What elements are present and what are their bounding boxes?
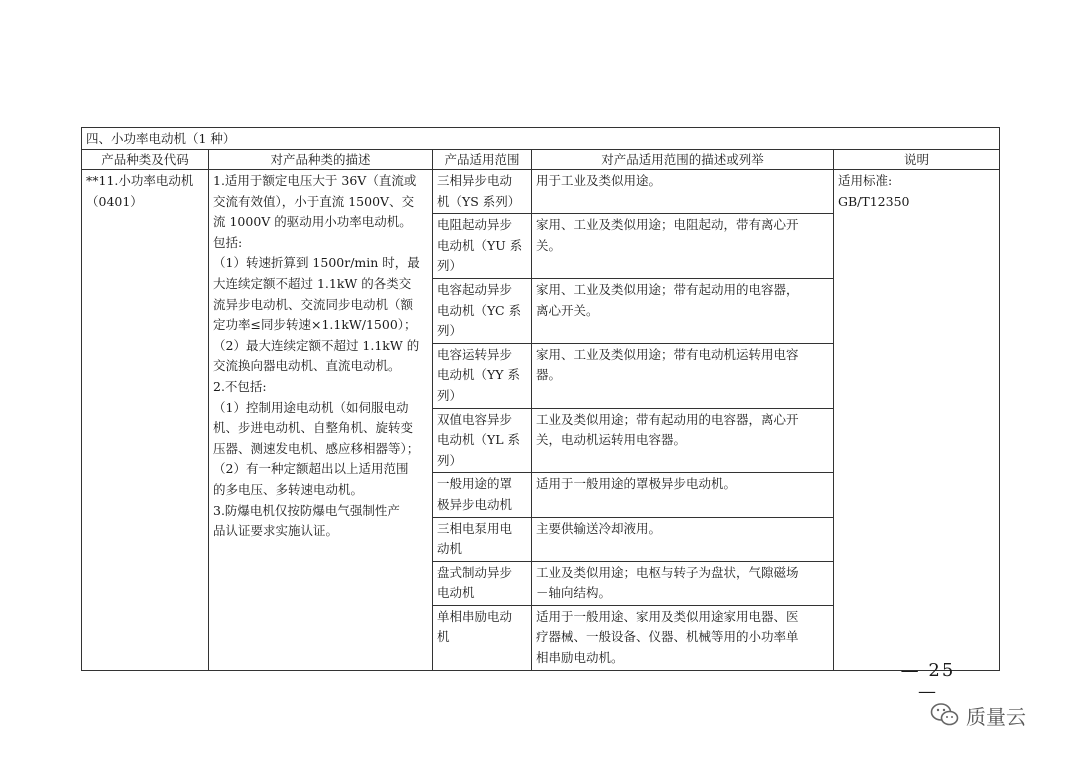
- watermark-text: 质量云: [966, 704, 1026, 729]
- text-line: 流异步电动机、交流同步电动机（额: [213, 296, 414, 312]
- scope-cell: [433, 605, 532, 670]
- scope-cell: [433, 473, 532, 517]
- text-line: 的多电压、多转速电动机。: [213, 481, 364, 497]
- scope-description-cell: [532, 343, 834, 408]
- scope-description-cell: [532, 408, 834, 473]
- section-title-row: [82, 128, 1000, 150]
- text-line: 工业及类似用途；电枢与转子为盘状，气隙磁场: [536, 564, 799, 580]
- text-line: 列）: [437, 258, 463, 274]
- scope-description-cell: [532, 214, 834, 279]
- text-line: 离心开关。: [536, 302, 599, 318]
- text-line: **11.小功率电动机: [86, 173, 194, 188]
- scope-description-cell: [532, 278, 834, 343]
- text-line: 电容运转异步: [437, 346, 513, 362]
- text-line: 定功率≤同步转速×1.1kW/1500）；: [213, 317, 417, 333]
- scope-cell: [433, 170, 532, 214]
- text-line: 极异步电动机: [437, 496, 513, 512]
- header-scope-description: 对产品适用范围的描述或列举: [532, 150, 834, 170]
- scope-cell: [433, 517, 532, 561]
- note-cell: [834, 170, 1000, 671]
- text-line: （2）有一种定额超出以上适用范围: [213, 461, 409, 477]
- text-line: 工业及类似用途；带有起动用的电容器，离心开: [536, 411, 799, 427]
- text-line: 机: [437, 629, 450, 645]
- page-number: — 25 —: [900, 660, 956, 702]
- text-line: 适用标准:: [838, 173, 893, 188]
- category-cell: [82, 170, 209, 671]
- header-scope: 产品适用范围: [433, 150, 532, 170]
- text-line: 相串励电动机。: [536, 650, 624, 666]
- section-title: 四、小功率电动机（1 种）: [82, 128, 1000, 150]
- text-line: 主要供输送冷却液用。: [536, 520, 662, 536]
- text-line: 适用于一般用途的罩极异步电动机。: [536, 476, 737, 492]
- text-line: 2.不包括:: [213, 378, 267, 394]
- scope-cell: [433, 408, 532, 473]
- text-line: 关。: [536, 237, 562, 253]
- scope-cell: [433, 278, 532, 343]
- scope-description-cell: [532, 517, 834, 561]
- text-line: 用于工业及类似用途。: [536, 173, 662, 188]
- text-line: 电容起动异步: [437, 281, 513, 297]
- text-line: 单相串励电动: [437, 608, 513, 624]
- catalog-table: [81, 127, 1000, 671]
- text-line: （1）控制用途电动机（如伺服电动: [213, 399, 409, 415]
- text-line: 流 1000V 的驱动用小功率电动机。: [213, 214, 412, 230]
- header-description: 对产品种类的描述: [209, 150, 433, 170]
- text-line: 适用于一般用途、家用及类似用途家用电器、医: [536, 608, 799, 624]
- table-row: [82, 170, 1000, 214]
- text-line: 品认证要求实施认证。: [213, 523, 339, 539]
- text-line: 电阻起动异步: [437, 217, 513, 233]
- text-line: 电动机（YU 系: [437, 237, 523, 253]
- text-line: 列）: [437, 452, 463, 468]
- header-category: 产品种类及代码: [82, 150, 209, 170]
- description-cell: [209, 170, 433, 671]
- text-line: 机、步进电动机、自整角机、旋转变: [213, 420, 414, 436]
- text-line: （2）最大连续定额不超过 1.1kW 的: [213, 337, 420, 353]
- scope-description-cell: [532, 170, 834, 214]
- text-line: 交流换向器电动机、直流电动机。: [213, 358, 401, 374]
- text-line: （1）转速折算到 1500r/min 时，最: [213, 255, 420, 271]
- text-line: 大连续定额不超过 1.1kW 的各类交: [213, 275, 412, 291]
- text-line: 3.防爆电机仅按防爆电气强制性产: [213, 502, 400, 518]
- text-line: 家用、工业及类似用途；电阻起动，带有离心开: [536, 217, 799, 233]
- text-line: 器。: [536, 367, 562, 383]
- text-line: 压器、测速发电机、感应移相器等）；: [213, 440, 420, 456]
- text-line: 双值电容异步: [437, 411, 513, 427]
- wechat-icon: [930, 702, 960, 728]
- text-line: 家用、工业及类似用途；带有起动用的电容器，: [536, 281, 799, 297]
- text-line: 盘式制动异步: [437, 564, 513, 580]
- text-line: 动机: [437, 541, 463, 557]
- text-line: 三相异步电动: [437, 173, 513, 188]
- text-line: 一般用途的罩: [437, 476, 513, 492]
- scope-cell: [433, 214, 532, 279]
- scope-cell: [433, 343, 532, 408]
- text-line: （0401）: [86, 193, 143, 209]
- text-line: －轴向结构。: [536, 585, 612, 601]
- header-row: [82, 150, 1000, 170]
- watermark: [930, 698, 1026, 732]
- text-line: 交流有效值），小于直流 1500V、交: [213, 193, 415, 209]
- text-line: 电动机: [437, 585, 475, 601]
- text-line: 三相电泵用电: [437, 520, 513, 536]
- text-line: 电动机（YL 系: [437, 432, 521, 448]
- text-line: 列）: [437, 387, 463, 403]
- text-line: 疗器械、一般设备、仪器、机械等用的小功率单: [536, 629, 799, 645]
- text-line: 包括:: [213, 234, 243, 250]
- scope-cell: [433, 561, 532, 605]
- text-line: 1.适用于额定电压大于 36V（直流或: [213, 173, 417, 188]
- scope-description-cell: [532, 605, 834, 670]
- text-line: 电动机（YY 系: [437, 367, 520, 383]
- text-line: 关，电动机运转用电容器。: [536, 432, 687, 448]
- text-line: 机（YS 系列）: [437, 193, 521, 209]
- scope-description-cell: [532, 473, 834, 517]
- text-line: 家用、工业及类似用途；带有电动机运转用电容: [536, 346, 799, 362]
- text-line: 列）: [437, 323, 463, 339]
- scope-description-cell: [532, 561, 834, 605]
- text-line: 电动机（YC 系: [437, 302, 522, 318]
- text-line: GB/T12350: [838, 193, 910, 209]
- header-note: 说明: [834, 150, 1000, 170]
